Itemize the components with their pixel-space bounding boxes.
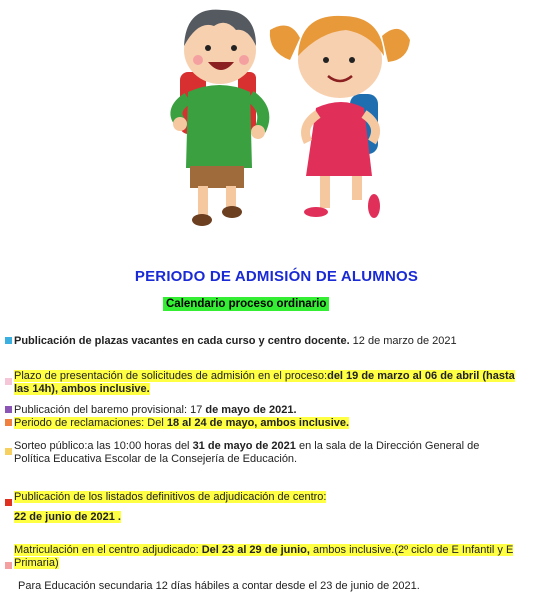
item-text: en la sala de la Dirección General de	[295, 440, 480, 452]
item-text: ambos inclusive.(2º ciclo de E Infantil y E	[309, 544, 514, 556]
children-illustration	[150, 0, 420, 236]
bullet-marker	[5, 378, 12, 385]
page-title: PERIODO DE ADMISIÓN DE ALUMNOS	[134, 268, 419, 285]
item-bold-text: 31 de mayo de 2021	[192, 440, 296, 452]
bullet-marker	[5, 499, 12, 506]
bullet-marker	[5, 406, 12, 413]
item-text: Publicación del baremo provisional: 17	[14, 404, 206, 416]
bullet-marker	[5, 337, 12, 344]
item-text: Sorteo público:a las 10:00 horas del	[14, 440, 193, 452]
calendar-item	[14, 335, 534, 348]
bullet-marker	[5, 448, 12, 455]
item-text: 12 de marzo de 2021	[349, 335, 457, 347]
girl-figure	[270, 16, 410, 218]
calendar-item	[14, 544, 534, 570]
item-text: Publicación de los listados definitivos de adjudicación de centro:	[14, 491, 327, 503]
bullet-marker	[5, 562, 12, 569]
item-bold-text: de mayo de 2021.	[205, 404, 297, 416]
bullet-marker	[5, 419, 12, 426]
item-text: Plazo de presentación de solicitudes de admisión en el proceso:	[14, 370, 328, 382]
calendar-item	[14, 417, 534, 430]
calendar-item	[14, 440, 534, 466]
footer-note: Para Educación secundaria 12 días hábiles a contar desde el 23 de junio de 2021.	[18, 580, 420, 592]
boy-figure	[173, 10, 265, 226]
item-bold-text: Del 23 al 29 de junio,	[201, 544, 310, 556]
page-subtitle: Calendario proceso ordinario	[163, 297, 329, 311]
item-bold-text: 22 de junio de 2021 .	[14, 511, 121, 523]
item-text: Primaria)	[14, 557, 59, 569]
item-text: Política Educativa Escolar de la Consejería de Educación.	[14, 453, 298, 465]
item-text: Periodo de reclamaciones: Del	[14, 417, 167, 429]
item-bold-text: Publicación de plazas vacantes en cada curso y centro docente.	[14, 335, 350, 347]
calendar-item	[14, 404, 534, 417]
item-bold-text: del 19 de marzo al 06 de abril (hasta	[327, 370, 515, 382]
item-bold-text: las 14h), ambos inclusive.	[14, 383, 150, 395]
calendar-item	[14, 370, 534, 396]
item-bold-text: 18 al 24 de mayo, ambos inclusive.	[166, 417, 350, 429]
calendar-item	[14, 487, 534, 527]
item-text: Matriculación en el centro adjudicado:	[14, 544, 202, 556]
